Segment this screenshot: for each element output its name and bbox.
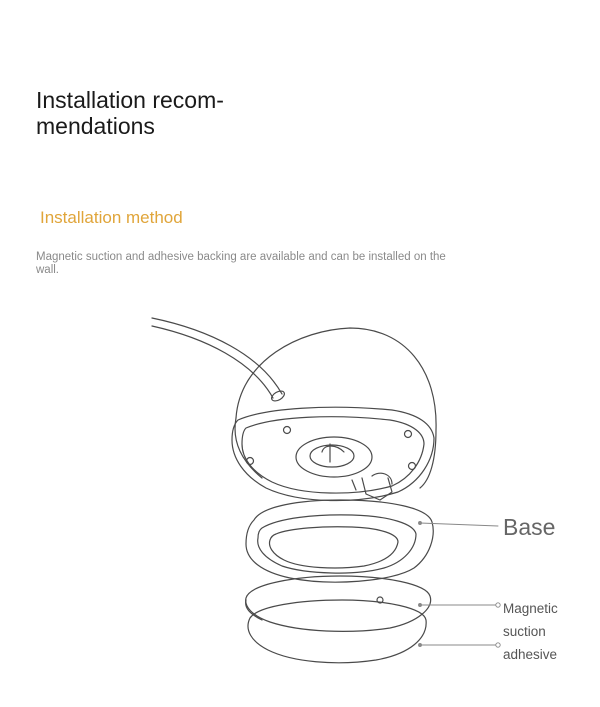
magnetic-adhesive-label: Magnetic suction adhesive	[503, 601, 558, 662]
base-leader-line	[420, 523, 498, 526]
base-part	[246, 500, 433, 582]
magnetic-plate	[246, 576, 431, 631]
page-title: Installation recom- mendations	[36, 87, 224, 139]
section-heading: Installation method	[40, 208, 183, 227]
cable	[152, 318, 286, 403]
section-description: Magnetic suction and adhesive backing are available and can be installed on the wall.	[36, 251, 446, 276]
camera-body	[232, 328, 436, 501]
base-label: Base	[503, 514, 556, 540]
